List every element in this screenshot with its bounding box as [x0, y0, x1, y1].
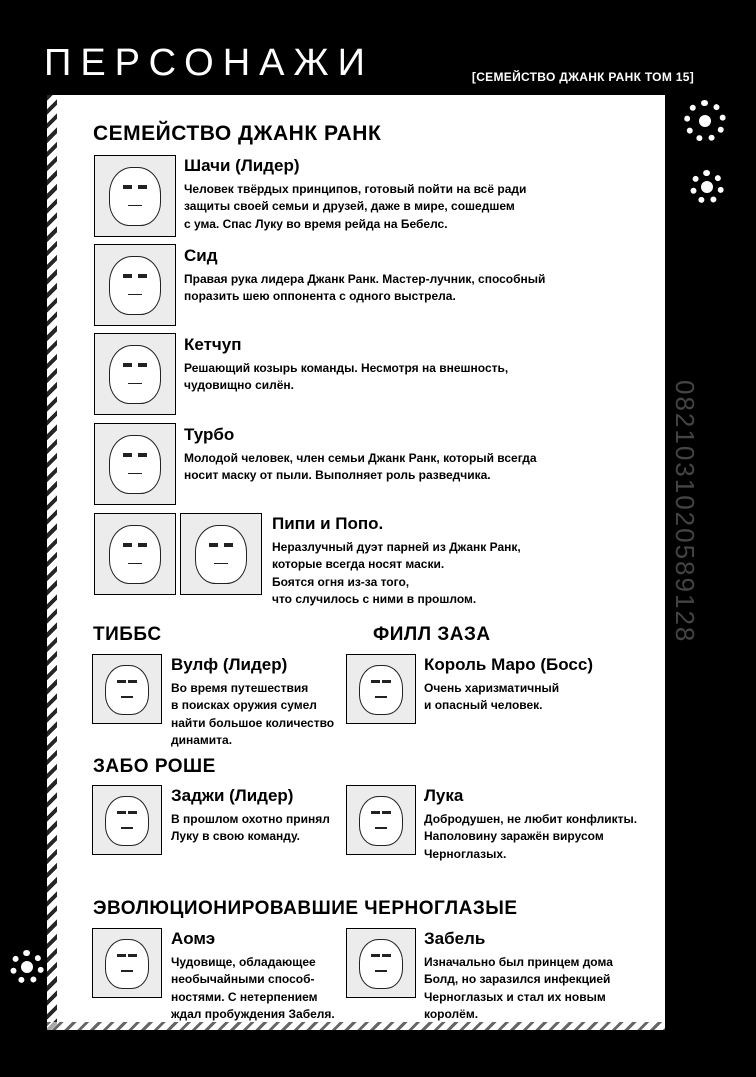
name-aome: Аомэ [171, 929, 216, 948]
name-wolf: Вулф (Лидер) [171, 655, 288, 674]
name-ketchup: Кетчуп [184, 335, 242, 354]
mask-icon [195, 525, 246, 584]
monster-face-icon [359, 939, 403, 989]
face-icon [359, 665, 403, 715]
gear-icon [10, 950, 44, 984]
name-turbo: Турбо [184, 425, 235, 444]
desc-luka: Добродушен, не любит конфликты. Наполовину заражён вирусом Черноглазых. [424, 812, 638, 861]
page-title: ПЕРСОНАЖИ [44, 42, 374, 84]
name-luka: Лука [424, 786, 464, 805]
portrait-shachi [94, 155, 176, 237]
name-king-maro: Король Маро (Босс) [424, 655, 594, 674]
gas-mask-icon [109, 435, 160, 494]
portrait-ketchup [94, 333, 176, 415]
name-sid: Сид [184, 246, 218, 265]
desc-zaji: В прошлом охотно принял Луку в свою команду. [171, 812, 330, 844]
name-zaji: Заджи (Лидер) [171, 786, 294, 805]
portrait-luka [346, 785, 416, 855]
section-evolved: ЭВОЛЮЦИОНИРОВАВШИЕ ЧЕРНОГЛАЗЫЕ [93, 898, 518, 919]
desc-shachi: Человек твёрдых принципов, готовый пойти на всё ради защиты своей семьи и друзей, даже в мире, сошедшем с ума. Спас Луку во время рейда на Бебелс. [184, 182, 527, 231]
face-icon [359, 796, 403, 846]
section-tibbs: ТИББС [93, 624, 162, 645]
portrait-pipi [94, 513, 176, 595]
section-fill-zaza: ФИЛЛ ЗАЗА [373, 624, 491, 645]
desc-pipi-popo: Неразлучный дуэт парней из Джанк Ранк, которые всегда носят маски. Боятся огня из-за того, что случилось с ними в прошлом. [272, 540, 521, 607]
portrait-aome [92, 928, 162, 998]
face-icon [105, 796, 149, 846]
face-icon [109, 256, 160, 315]
gear-icon [684, 100, 726, 142]
face-icon [109, 345, 160, 404]
desc-king-maro: Очень харизматичный и опасный человек. [424, 681, 560, 713]
portrait-king-maro [346, 654, 416, 724]
torn-edge [47, 95, 57, 1030]
portrait-turbo [94, 423, 176, 505]
mask-icon [109, 525, 160, 584]
monster-face-icon [105, 939, 149, 989]
desc-aome: Чудовище, обладающее необычайными способ- ностями. С нетерпением ждал пробуждения Забеля. [171, 955, 335, 1022]
side-code: 0821031020589128 [670, 380, 700, 644]
section-junk-rank: СЕМЕЙСТВО ДЖАНК РАНК [93, 122, 382, 145]
series-label: [СЕМЕЙСТВО ДЖАНК РАНК ТОМ 15] [471, 70, 694, 84]
portrait-popo [180, 513, 262, 595]
face-icon [105, 665, 149, 715]
name-pipi-popo: Пипи и Попо. [272, 514, 384, 533]
name-zabel: Забель [424, 929, 486, 948]
desc-turbo: Молодой человек, член семьи Джанк Ранк, который всегда носит маску от пыли. Выполняет роль разведчика. [184, 451, 537, 483]
section-zabo-roshe: ЗАБО РОШЕ [93, 756, 216, 777]
portrait-zaji [92, 785, 162, 855]
portrait-wolf [92, 654, 162, 724]
portrait-zabel [346, 928, 416, 998]
desc-sid: Правая рука лидера Джанк Ранк. Мастер-лучник, способный поразить шею оппонента с одного выстрела. [184, 272, 546, 304]
gear-icon [690, 170, 724, 204]
face-icon [109, 167, 160, 226]
name-shachi: Шачи (Лидер) [184, 156, 300, 175]
desc-wolf: Во время путешествия в поисках оружия сумел найти большое количество динамита. [171, 681, 335, 748]
desc-zabel: Изначально был принцем дома Болд, но заразился инфекцией Черноглазых и стал их новым королём. [424, 955, 613, 1022]
portrait-sid [94, 244, 176, 326]
desc-ketchup: Решающий козырь команды. Несмотря на внешность, чудовищно силён. [184, 361, 509, 393]
